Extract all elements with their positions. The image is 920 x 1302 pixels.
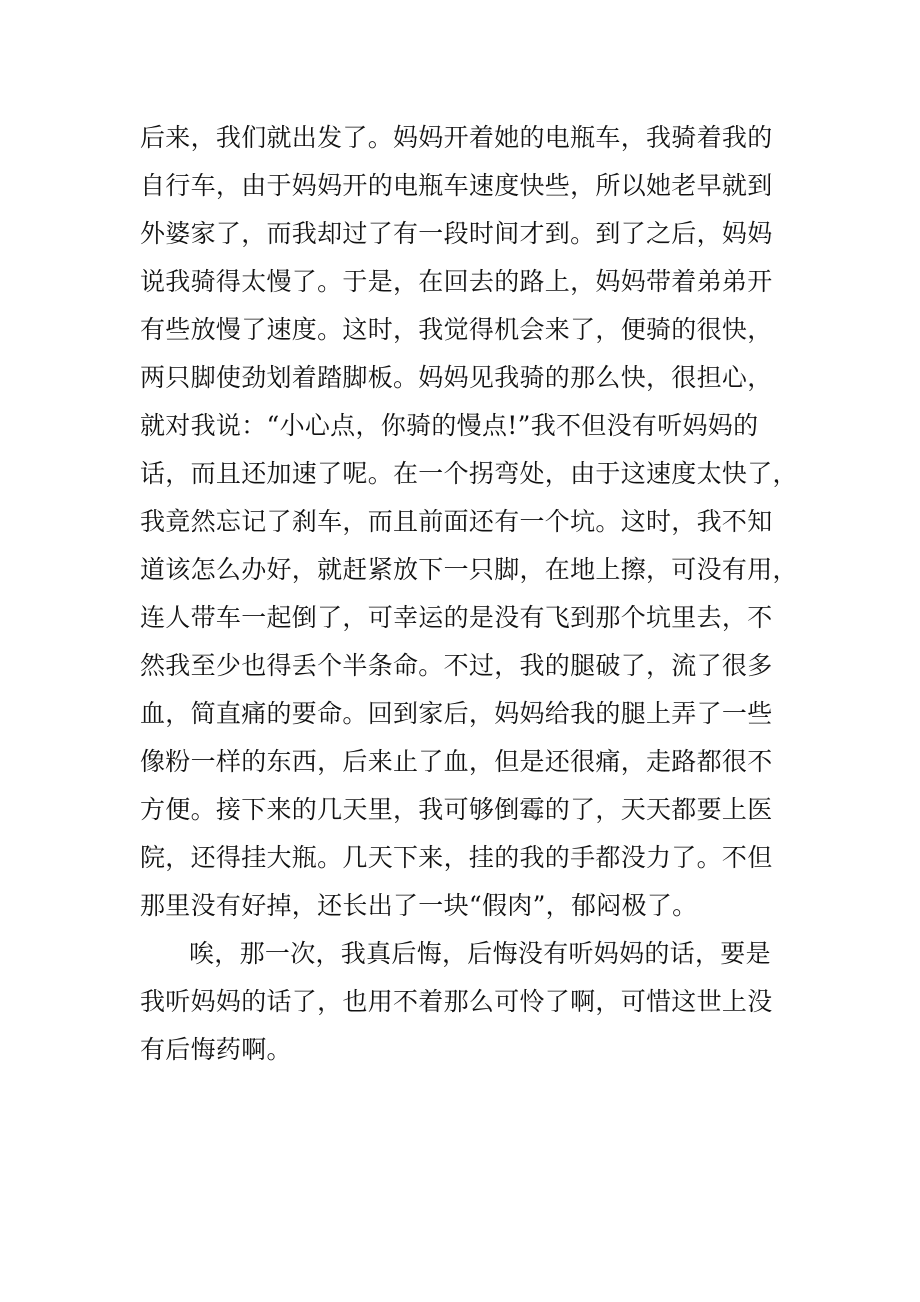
text-line: 我听妈妈的话了，也用不着那么可怜了啊，可惜这世上没 xyxy=(140,987,773,1016)
text-line: 说我骑得太慢了。于是，在回去的路上，妈妈带着弟弟开 xyxy=(140,267,773,296)
text-line: 自行车，由于妈妈开的电瓶车速度快些，所以她老早就到 xyxy=(140,171,773,200)
text-line: 话，而且还加速了呢。在一个拐弯处，由于这速度太快了， xyxy=(140,459,798,488)
text-line: 连人带车一起倒了，可幸运的是没有飞到那个坑里去，不 xyxy=(140,603,773,632)
text-line: 就对我说：“小心点，你骑的慢点!”我不但没有听妈妈的 xyxy=(140,411,759,440)
text-line: 然我至少也得丢个半条命。不过，我的腿破了，流了很多 xyxy=(140,651,773,680)
text-line: 方便。接下来的几天里，我可够倒霉的了，天天都要上医 xyxy=(140,795,773,824)
text-line: 像粉一样的东西，后来止了血，但是还很痛，走路都很不 xyxy=(140,747,773,776)
text-line: 后来，我们就出发了。妈妈开着她的电瓶车，我骑着我的 xyxy=(140,123,773,152)
text-line: 道该怎么办好，就赶紧放下一只脚，在地上擦，可没有用， xyxy=(140,555,798,584)
paragraph-first-line: 唉，那一次，我真后悔，后悔没有听妈妈的话，要是 xyxy=(189,939,771,968)
text-line: 有些放慢了速度。这时，我觉得机会来了，便骑的很快， xyxy=(140,315,773,344)
text-line: 我竟然忘记了刹车，而且前面还有一个坑。这时，我不知 xyxy=(140,507,773,536)
text-line: 两只脚使劲划着踏脚板。妈妈见我骑的那么快，很担心， xyxy=(140,363,773,392)
text-line: 血，简直痛的要命。回到家后，妈妈给我的腿上弄了一些 xyxy=(140,699,773,728)
text-line: 院，还得挂大瓶。几天下来，挂的我的手都没力了。不但 xyxy=(140,843,773,872)
text-line: 外婆家了，而我却过了有一段时间才到。到了之后，妈妈 xyxy=(140,219,773,248)
text-line: 那里没有好掉，还长出了一块“假肉”，郁闷极了。 xyxy=(140,891,698,920)
text-line: 有后悔药啊。 xyxy=(140,1035,292,1064)
